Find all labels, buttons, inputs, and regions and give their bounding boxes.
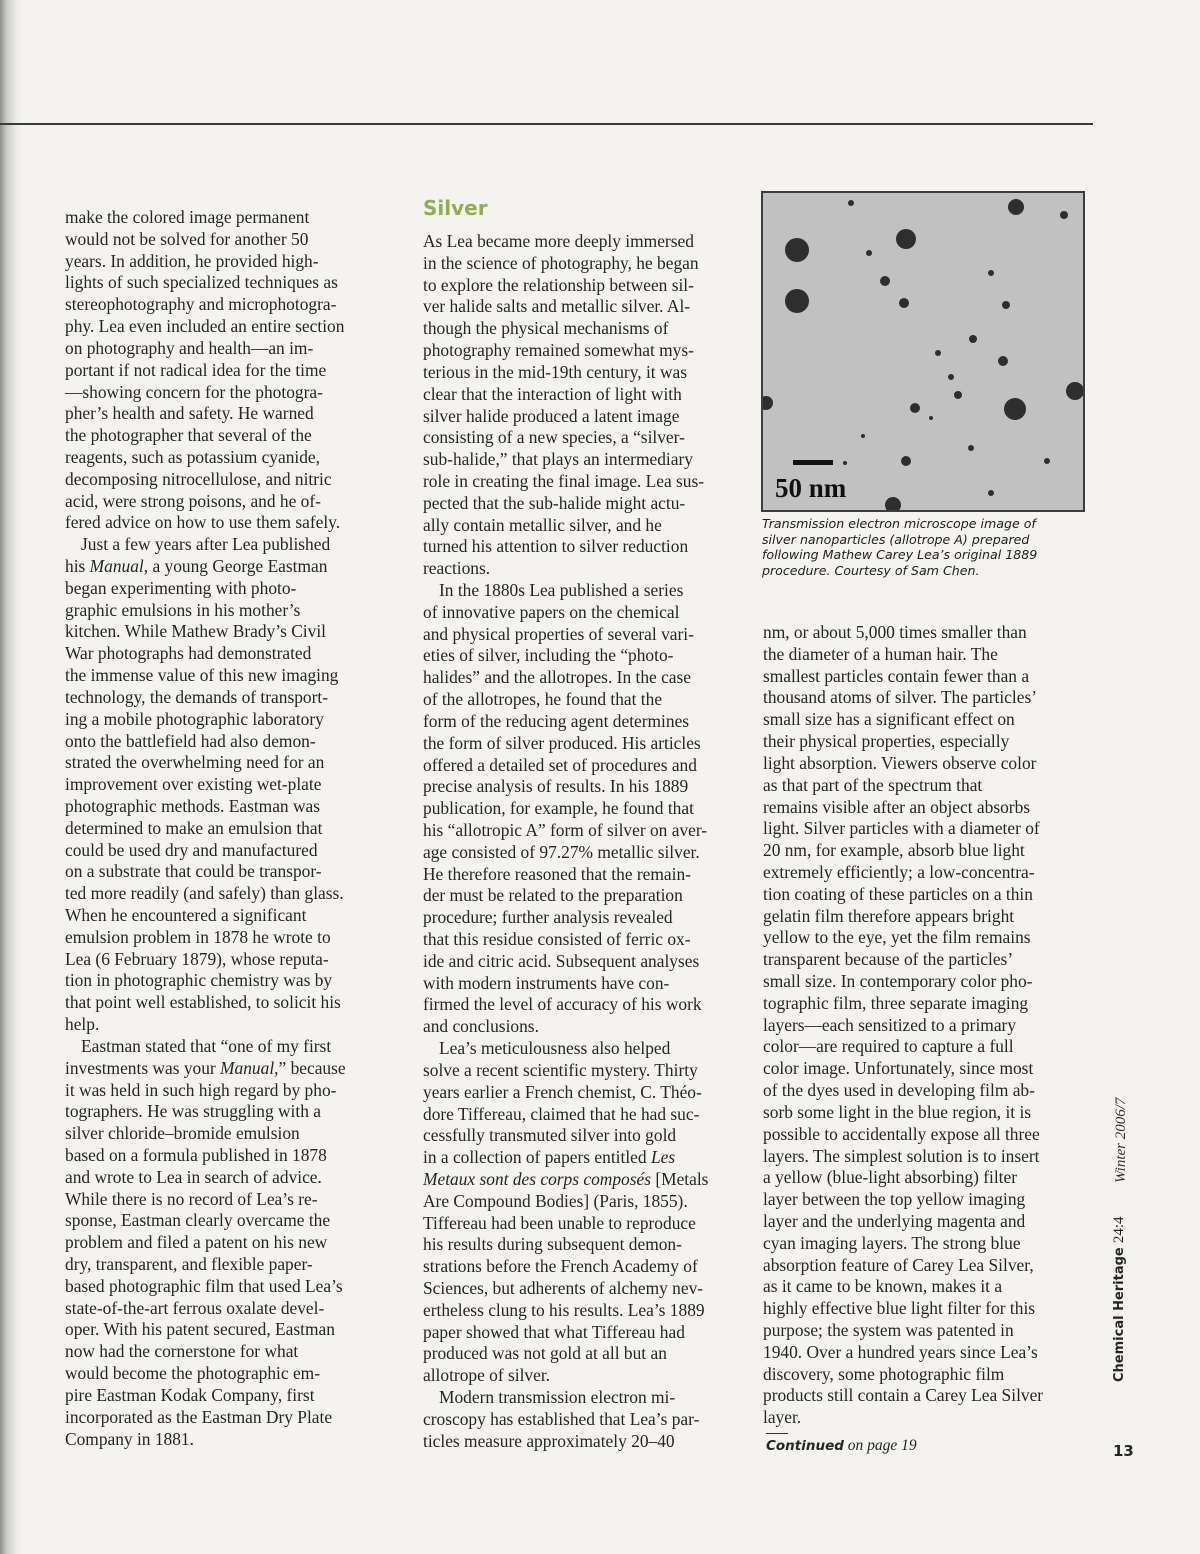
text-line: began experimenting with photo-: [65, 577, 297, 598]
continued-rule: [766, 1433, 788, 1434]
text-line: When he encountered a significant: [65, 905, 307, 925]
column-1: [65, 207, 395, 1450]
text-line: light absorption. Viewers observe color: [763, 752, 1037, 773]
italic-text: Les: [650, 1147, 676, 1168]
text-line: acid, were strong poisons, and he of-: [65, 490, 321, 511]
text-line: decomposing nitrocellulose, and nitric: [65, 468, 332, 489]
text-line: on photography and health—an im-: [65, 337, 314, 358]
text-line: silver halide produced a latent image: [423, 405, 680, 426]
text-line: color—are required to capture a full: [763, 1036, 1014, 1057]
journal-name: Chemical Heritage: [1112, 1247, 1127, 1382]
text-line: ticles measure approximately 20–40: [423, 1430, 675, 1451]
text-line: and wrote to Lea in search of advice.: [65, 1166, 322, 1187]
text-line: strated the overwhelming need for an: [65, 752, 325, 773]
text-line: discovery, some photographic film: [763, 1363, 1005, 1384]
page-curl: [0, 0, 22, 1554]
text-line: emulsion problem in 1878 he wrote to: [65, 926, 331, 947]
text-line: Lea (6 February 1879), whose reputa-: [65, 948, 329, 969]
text-line: Company in 1881.: [65, 1428, 194, 1449]
text-line: produced was not gold at all but an: [423, 1343, 667, 1364]
text-line: that this residue consisted of ferric ox-: [423, 929, 691, 949]
text-line: his results during subsequent demon-: [423, 1234, 682, 1255]
text-line: 20 nm, for example, absorb blue light: [763, 840, 1025, 861]
text-line: as it came to be known, makes it a: [763, 1276, 1003, 1297]
journal-volume: [1111, 1216, 1128, 1382]
text-line: solve a recent scientific mystery. Thirty: [423, 1059, 698, 1080]
tem-image: [761, 191, 1085, 512]
text-line: tion in photographic chemistry was by: [65, 970, 333, 991]
text-line: tographers. He was struggling with a: [65, 1101, 321, 1122]
text-line: precise analysis of results. In his 1889: [423, 776, 689, 797]
text-line: though the physical mechanisms of: [423, 318, 669, 339]
text-line: clear that the interaction of light with: [423, 383, 682, 404]
text-segment: [Metals: [650, 1168, 709, 1189]
text-line: improvement over existing wet-plate: [65, 774, 322, 795]
text-line: form of the reducing agent determines: [423, 710, 690, 731]
text-line: sub-halide,” that plays an intermediary: [423, 449, 693, 470]
text-line: highly effective blue light filter for this: [763, 1298, 1036, 1319]
text-line: the immense value of this new imaging: [65, 665, 339, 686]
text-line: der must be related to the preparation: [423, 885, 683, 906]
text-line: help.: [65, 1014, 100, 1035]
column-2: [423, 231, 753, 1453]
text-line: ertheless clung to his results. Lea’s 1889: [423, 1299, 705, 1320]
text-line: graphic emulsions in his mother’s: [65, 599, 301, 620]
continued-page: on page 19: [843, 1437, 917, 1454]
text-line: halides” and the allotropes. In the case: [423, 667, 692, 688]
text-line: determined to make an emulsion that: [65, 817, 323, 838]
text-line: tographic film, three separate imaging: [763, 992, 1029, 1013]
text-line: sorb some light in the blue region, it is: [763, 1101, 1032, 1122]
text-line: —showing concern for the photogra-: [65, 381, 323, 402]
text-line: in the science of photography, he began: [423, 252, 699, 273]
text-line: Lea’s meticulousness also helped: [439, 1038, 671, 1059]
text-line: of the dyes used in developing film ab-: [763, 1080, 1035, 1101]
text-line: ver halide salts and metallic silver. Al-: [423, 296, 691, 317]
text-line: years earlier a French chemist, C. Théo-: [423, 1081, 702, 1102]
text-line: pire Eastman Kodak Company, first: [65, 1384, 315, 1405]
text-line: as that part of the spectrum that: [763, 774, 983, 795]
text-line: the form of silver produced. His articles: [423, 732, 701, 753]
italic-text: Metaux sont des corps composés: [423, 1168, 651, 1189]
text-line: based photographic film that used Lea’s: [65, 1275, 343, 1296]
text-line: portant if not radical idea for the time: [65, 359, 327, 380]
text-line: nm, or about 5,000 times smaller than: [763, 622, 1027, 642]
text-line: layers. The simplest solution is to insert: [763, 1145, 1040, 1166]
text-line: onto the battlefield had also demon-: [65, 730, 316, 751]
italic-text: Manual: [89, 556, 144, 576]
italic-text: Manual,: [220, 1057, 279, 1078]
text-line: smallest particles contain fewer than a: [763, 665, 1030, 686]
text-line: fered advice on how to use them safely.: [65, 512, 341, 533]
text-line: to explore the relationship between sil-: [423, 274, 694, 295]
text-line: state-of-the-art ferrous oxalate devel-: [65, 1297, 325, 1318]
continued-label: Continued: [766, 1438, 844, 1454]
scale-bar-label: 50 nm: [775, 473, 847, 503]
text-line: thousand atoms of silver. The particles’: [763, 687, 1038, 708]
text-segment: , a young George Eastman: [143, 556, 328, 576]
text-line: remains visible after an object absorbs: [763, 796, 1031, 817]
text-line: ide and citric acid. Subsequent analyses: [423, 950, 700, 971]
text-line: the photographer that several of the: [65, 425, 312, 446]
text-line: [65, 556, 395, 578]
text-line: eties of silver, including the “photo-: [423, 645, 674, 666]
text-line: allotrope of silver.: [423, 1365, 551, 1386]
text-line: reagents, such as potassium cyanide,: [65, 446, 320, 467]
text-line: consisting of a new species, a “silver-: [423, 427, 685, 448]
nanoparticle-dots: [763, 193, 1083, 510]
text-line: the diameter of a human hair. The: [763, 643, 998, 664]
text-line: color image. Unfortunately, since most: [763, 1058, 1034, 1079]
text-line: on a substrate that could be transpor-: [65, 861, 322, 882]
issue-season: Winter 2006/7: [1113, 1097, 1129, 1183]
text-line: Are Compound Bodies] (Paris, 1855).: [423, 1190, 688, 1211]
text-line: gelatin film therefore appears bright: [763, 905, 1015, 926]
text-segment: investments was your: [65, 1057, 221, 1078]
text-line: that point well established, to solicit his: [65, 992, 341, 1013]
text-line: terious in the mid-19th century, it was: [423, 361, 688, 382]
text-segment: ” because: [278, 1057, 346, 1078]
caption-line: procedure. Courtesy of Sam Chen.: [762, 562, 980, 578]
text-line: would become the photographic em-: [65, 1363, 320, 1384]
page-number: 13: [1113, 1442, 1134, 1460]
text-line: ally contain metallic silver, and he: [423, 514, 662, 535]
text-line: tion coating of these particles on a thin: [763, 883, 1033, 904]
text-line: and conclusions.: [423, 1016, 539, 1037]
text-line: small size has a significant effect on: [763, 709, 1015, 730]
text-line: [423, 1169, 753, 1191]
caption-line: silver nanoparticles (allotrope A) prepared: [762, 531, 1030, 547]
text-line: his “allotropic A” form of silver on aver-: [423, 819, 708, 840]
text-line: small size. In contemporary color pho-: [763, 971, 1033, 991]
text-line: photography remained somewhat mys-: [423, 340, 694, 361]
text-line: extremely efficiently; a low-concentra-: [763, 861, 1035, 882]
text-line: kitchen. While Mathew Brady’s Civil: [65, 621, 326, 642]
column-3: [763, 622, 1093, 1429]
text-line: [423, 1147, 753, 1169]
text-line: incorporated as the Eastman Dry Plate: [65, 1406, 333, 1427]
text-line: oper. With his patent secured, Eastman: [65, 1319, 335, 1340]
text-line: absorption feature of Carey Lea Silver,: [763, 1254, 1034, 1275]
text-line: based on a formula published in 1878: [65, 1144, 327, 1165]
text-line: possible to accidentally expose all three: [763, 1123, 1040, 1144]
text-line: now had the cornerstone for what: [65, 1341, 299, 1362]
section-heading: Silver: [423, 196, 488, 220]
text-line: layers—each sensitized to a primary: [763, 1014, 1017, 1035]
text-line: sponse, Eastman clearly overcame the: [65, 1210, 331, 1231]
text-line: cyan imaging layers. The strong blue: [763, 1232, 1021, 1253]
text-line: silver chloride–bromide emulsion: [65, 1123, 300, 1144]
top-rule: [0, 123, 1093, 125]
text-line: with modern instruments have con-: [423, 972, 670, 993]
text-line: pher’s health and safety. He warned: [65, 403, 314, 424]
text-line: light. Silver particles with a diameter of: [763, 818, 1040, 839]
continued-note: [766, 1437, 917, 1455]
text-line: dore Tiffereau, claimed that he had suc-: [423, 1103, 700, 1124]
text-line: photographic methods. Eastman was: [65, 795, 321, 816]
text-line: phy. Lea even included an entire section: [65, 316, 345, 337]
text-line: purpose; the system was patented in: [763, 1320, 1014, 1340]
text-line: dry, transparent, and flexible paper-: [65, 1254, 313, 1274]
text-line: years. In addition, he provided high-: [65, 250, 319, 271]
text-line: layer between the top yellow imaging: [763, 1189, 1026, 1210]
text-line: make the colored image permanent: [65, 207, 310, 227]
text-line: products still contain a Carey Lea Silver: [763, 1385, 1044, 1406]
text-line: their physical properties, especially: [763, 731, 1010, 752]
text-line: problem and filed a patent on his new: [65, 1232, 328, 1253]
text-line: technology, the demands of transport-: [65, 686, 329, 707]
text-line: layer and the underlying magenta and: [763, 1210, 1026, 1231]
text-line: would not be solved for another 50: [65, 228, 309, 249]
text-line: offered a detailed set of procedures and: [423, 754, 697, 775]
volume-number: 24:4: [1111, 1216, 1127, 1244]
text-line: stereophotography and microphotogra-: [65, 294, 337, 315]
text-line: Eastman stated that “one of my first: [81, 1035, 332, 1056]
text-line: transparent because of the particles’: [763, 949, 1014, 970]
text-line: ted more readily (and safely) than glass.: [65, 883, 344, 904]
text-line: age consisted of 97.27% metallic silver.: [423, 841, 700, 862]
text-line: reactions.: [423, 558, 491, 579]
text-line: Tiffereau had been unable to reproduce: [423, 1212, 696, 1233]
text-line: firmed the level of accuracy of his work: [423, 994, 702, 1015]
text-line: strations before the French Academy of: [423, 1256, 698, 1277]
text-line: War photographs had demonstrated: [65, 643, 312, 664]
text-line: it was held in such high regard by pho-: [65, 1079, 337, 1100]
text-line: and physical properties of several vari-: [423, 623, 694, 644]
text-line: Modern transmission electron mi-: [439, 1387, 676, 1408]
text-line: 1940. Over a hundred years since Lea’s: [763, 1341, 1038, 1362]
text-line: Just a few years after Lea published: [81, 534, 331, 555]
text-line: ing a mobile photographic laboratory: [65, 708, 324, 729]
text-line: [65, 1058, 395, 1080]
text-line: of the allotropes, he found that the: [423, 689, 663, 710]
text-segment: in a collection of papers entitled: [423, 1147, 651, 1168]
caption-line: following Mathew Carey Lea’s original 1889: [762, 547, 1038, 563]
text-line: While there is no record of Lea’s re-: [65, 1188, 318, 1209]
text-line: pected that the sub-halide might actu-: [423, 492, 686, 513]
text-line: In the 1880s Lea published a series: [439, 580, 684, 600]
text-line: of innovative papers on the chemical: [423, 601, 680, 622]
text-line: a yellow (blue-light absorbing) filter: [763, 1167, 1018, 1188]
text-line: turned his attention to silver reduction: [423, 536, 689, 557]
text-line: croscopy has established that Lea’s par-: [423, 1408, 700, 1429]
text-line: procedure; further analysis revealed: [423, 907, 673, 928]
text-line: publication, for example, he found that: [423, 798, 694, 819]
figure-caption: [762, 516, 1092, 578]
text-line: As Lea became more deeply immersed: [423, 231, 694, 251]
text-line: layer.: [763, 1407, 802, 1428]
caption-line: Transmission electron microscope image of: [762, 516, 1036, 531]
text-line: paper showed that what Tiffereau had: [423, 1321, 685, 1342]
text-line: cessfully transmuted silver into gold: [423, 1125, 677, 1146]
text-line: could be used dry and manufactured: [65, 839, 318, 860]
text-line: lights of such specialized techniques as: [65, 272, 338, 293]
text-line: role in creating the final image. Lea sus-: [423, 470, 705, 491]
text-line: yellow to the eye, yet the film remains: [763, 927, 1031, 948]
text-line: Sciences, but adherents of alchemy nev-: [423, 1278, 704, 1298]
text-line: He therefore reasoned that the remain-: [423, 863, 691, 884]
text-segment: his: [65, 556, 90, 576]
